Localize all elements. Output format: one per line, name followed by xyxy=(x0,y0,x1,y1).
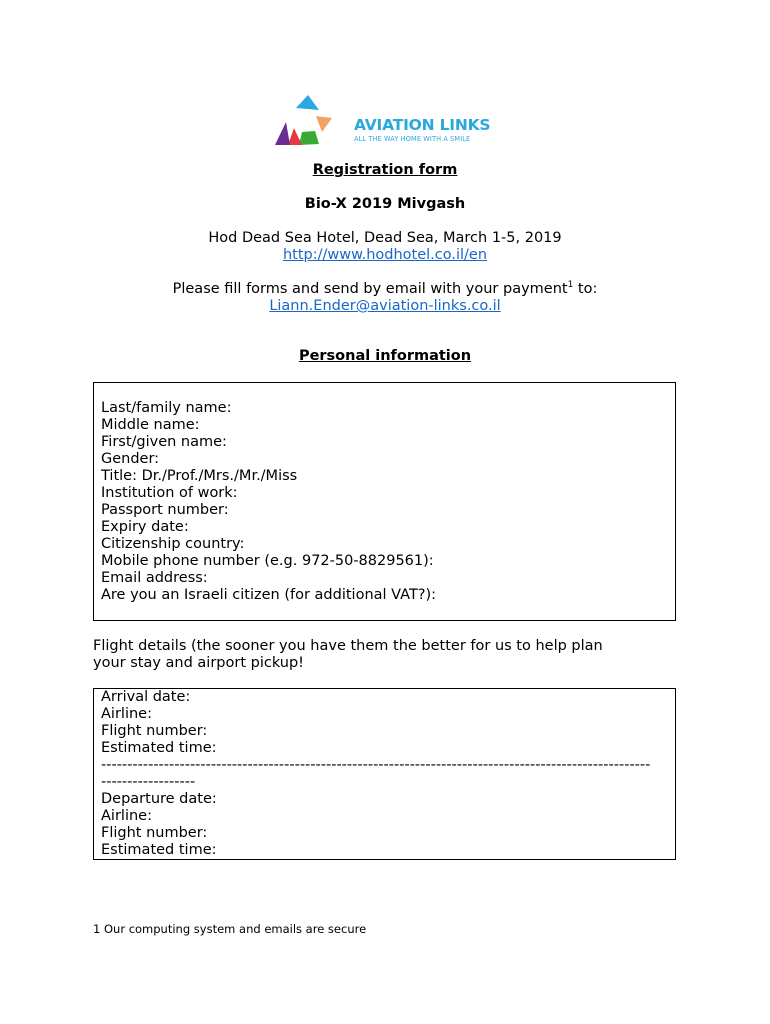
field-citizenship: Citizenship country: xyxy=(101,536,245,552)
logo-name: AVIATION LINKS xyxy=(354,116,491,134)
personal-info-heading: Personal information xyxy=(298,348,472,364)
contact-email-link[interactable]: Liann.Ender@aviation-links.co.il xyxy=(269,298,501,314)
instruction-text: Please fill forms and send by email with your payment xyxy=(172,281,568,297)
flight-intro-line-2: your stay and airport pickup! xyxy=(93,655,304,671)
logo-tagline: ALL THE WAY HOME WITH A SMILE xyxy=(354,135,471,143)
field-institution: Institution of work: xyxy=(101,485,238,501)
field-email: Email address: xyxy=(101,570,208,586)
field-departure-airline: Airline: xyxy=(101,808,152,824)
venue-line: Hod Dead Sea Hotel, Dead Sea, March 1-5, 2019 xyxy=(208,230,562,246)
field-last-name: Last/family name: xyxy=(101,400,232,416)
flight-intro-line-1: Flight details (the sooner you have them the better for us to help plan xyxy=(93,638,603,654)
event-name: Bio-X 2019 Mivgash xyxy=(304,196,466,212)
field-departure-date: Departure date: xyxy=(101,791,217,807)
venue-link-line xyxy=(0,247,770,264)
logo-mark-icon xyxy=(272,94,352,152)
field-arrival-date: Arrival date: xyxy=(101,689,191,705)
field-first-name: First/given name: xyxy=(101,434,227,450)
field-israeli-citizen: Are you an Israeli citizen (for additional VAT?): xyxy=(101,587,437,603)
field-mobile-phone: Mobile phone number (e.g. 972-50-8829561): xyxy=(101,553,434,569)
separator-line-1: --------------------------------------------------------------------------------------------------------- xyxy=(101,757,651,773)
personal-info-box xyxy=(93,382,676,621)
aviation-links-logo xyxy=(272,94,500,152)
field-arrival-flight-number: Flight number: xyxy=(101,723,208,739)
field-arrival-estimated-time: Estimated time: xyxy=(101,740,217,756)
footnote-marker: 1 xyxy=(567,280,574,291)
form-title: Registration form xyxy=(312,162,458,178)
flight-details-box xyxy=(93,688,676,860)
field-middle-name: Middle name: xyxy=(101,417,200,433)
footnote: 1 Our computing system and emails are secure xyxy=(93,922,367,936)
field-arrival-airline: Airline: xyxy=(101,706,152,722)
field-departure-flight-number: Flight number: xyxy=(101,825,208,841)
field-departure-estimated-time: Estimated time: xyxy=(101,842,217,858)
field-expiry-date: Expiry date: xyxy=(101,519,189,535)
field-passport-number: Passport number: xyxy=(101,502,229,518)
field-gender: Gender: xyxy=(101,451,160,467)
hotel-website-link[interactable]: http://www.hodhotel.co.il/en xyxy=(282,247,488,263)
instruction-tail: to: xyxy=(573,281,598,297)
email-line xyxy=(0,298,770,315)
separator-line-2: ------------------ xyxy=(101,774,196,790)
instruction-line xyxy=(0,281,770,298)
field-title: Title: Dr./Prof./Mrs./Mr./Miss xyxy=(101,468,298,484)
